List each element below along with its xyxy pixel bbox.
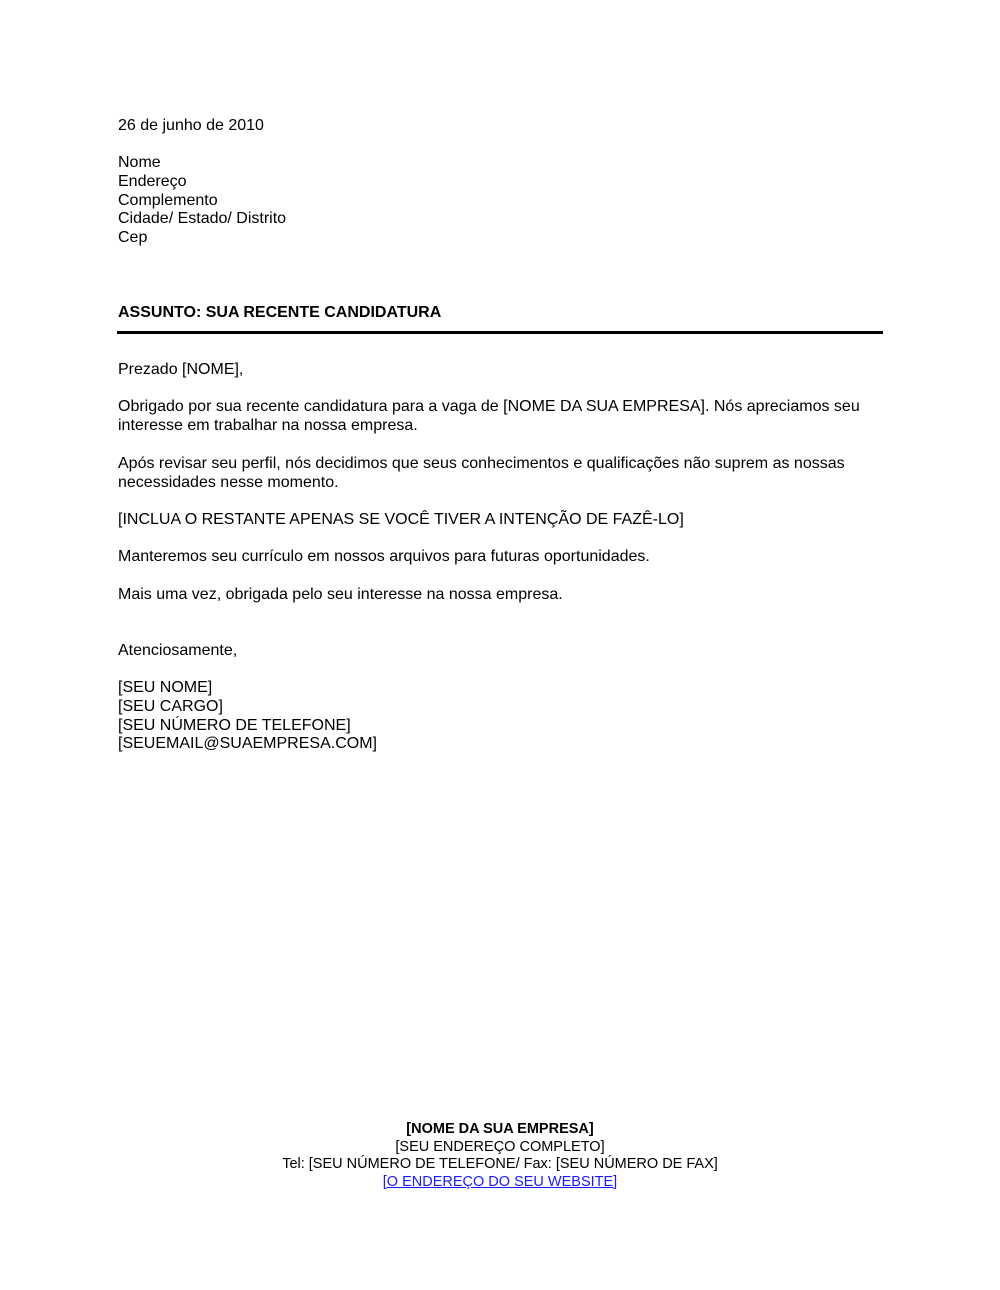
letterhead-footer — [0, 1121, 1000, 1191]
salutation — [118, 361, 883, 380]
recipient-name: Nome — [118, 154, 161, 171]
signature-block — [118, 679, 883, 754]
paragraph-thanks: Obrigado por sua recente candidatura para a vaga de [NOME DA SUA EMPRESA]. Nós apreciamos seu interesse em trabalhar na nossa empresa. — [118, 398, 860, 434]
recipient-city-state: Cidade/ Estado/ Distrito — [118, 210, 287, 228]
closing-text: Atenciosamente, — [118, 642, 238, 659]
recipient-address — [118, 154, 883, 248]
footer-address: [SEU ENDEREÇO COMPLETO] — [395, 1138, 605, 1155]
body-paragraph — [118, 511, 883, 530]
recipient-zip: Cep — [118, 229, 148, 247]
subject-heading — [118, 304, 883, 323]
recipient-street: Endereço — [118, 172, 187, 190]
date-text: 26 de junho de 2010 — [118, 117, 264, 134]
footer-company-name: [NOME DA SUA EMPRESA] — [406, 1121, 594, 1137]
footer-contact: Tel: [SEU NÚMERO DE TELEFONE/ Fax: [SEU NÚMERO DE FAX] — [282, 1156, 718, 1172]
body-paragraph — [118, 586, 883, 605]
paragraph-file: Manteremos seu currículo em nossos arquivos para futuras oportunidades. — [118, 548, 650, 565]
signature-name: [SEU NOME] — [118, 679, 213, 696]
subject-text: ASSUNTO: SUA RECENTE CANDIDATURA — [118, 304, 442, 321]
body-paragraph — [118, 548, 883, 567]
paragraph-final-thanks: Mais uma vez, obrigada pelo seu interesse na nossa empresa. — [118, 586, 563, 603]
subject-divider — [117, 331, 883, 334]
body-paragraph — [118, 455, 883, 493]
recipient-complement: Complemento — [118, 191, 218, 209]
signature-title: [SEU CARGO] — [118, 697, 223, 715]
salutation-text: Prezado [NOME], — [118, 361, 244, 378]
closing — [118, 642, 883, 661]
footer-website-link[interactable]: [O ENDEREÇO DO SEU WEBSITE] — [382, 1173, 618, 1190]
paragraph-decision: Após revisar seu perfil, nós decidimos que seus conhecimentos e qualificações não suprem as nossas necessidades nesse momento. — [118, 455, 845, 491]
signature-email: [SEUEMAIL@SUAEMPRESA.COM] — [118, 735, 377, 753]
paragraph-instruction: [INCLUA O RESTANTE APENAS SE VOCÊ TIVER A INTENÇÃO DE FAZÊ-LO] — [118, 511, 684, 528]
letter-date — [118, 117, 883, 136]
body-paragraph — [118, 398, 883, 436]
signature-phone: [SEU NÚMERO DE TELEFONE] — [118, 716, 351, 734]
